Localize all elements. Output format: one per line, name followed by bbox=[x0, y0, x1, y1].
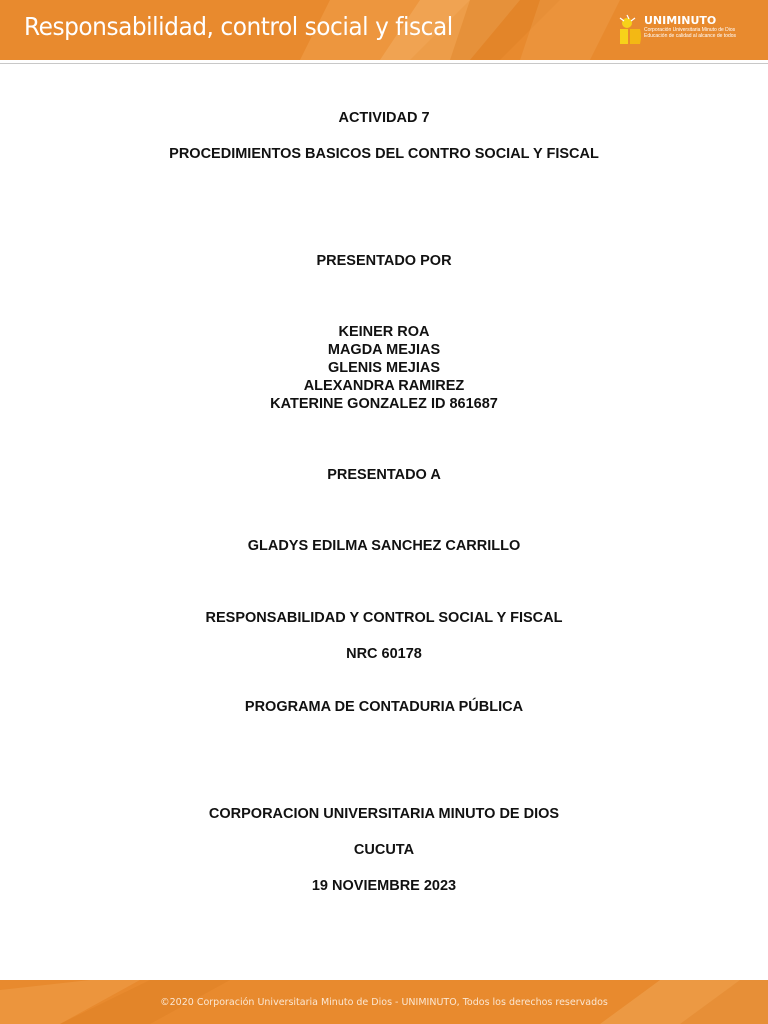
logo-subtitle-2: Educación de calidad al alcance de todos bbox=[644, 33, 737, 39]
footer-copyright: ©2020 Corporación Universitaria Minuto de Dios - UNIMINUTO, Todos los derechos reservados bbox=[160, 997, 608, 1008]
subject-title: PROCEDIMIENTOS BASICOS DEL CONTRO SOCIAL Y FISCAL bbox=[169, 146, 599, 162]
document-date: 19 NOVIEMBRE 2023 bbox=[311, 878, 457, 894]
author-name: GLENIS MEJIAS bbox=[328, 360, 440, 376]
author-name: KEINER ROA bbox=[338, 324, 430, 340]
logo-name: UNIMINUTO bbox=[644, 14, 717, 27]
header-title: Responsabilidad, control social y fiscal bbox=[24, 12, 453, 41]
city-name: CUCUTA bbox=[353, 842, 415, 858]
presented-by-label: PRESENTADO POR bbox=[316, 253, 452, 269]
nrc-code: NRC 60178 bbox=[346, 646, 422, 662]
author-name: KATERINE GONZALEZ ID 861687 bbox=[270, 396, 498, 412]
logo-subtitle-1: Corporación Universitaria Minuto de Dios bbox=[644, 27, 736, 33]
program-name: PROGRAMA DE CONTADURIA PÚBLICA bbox=[244, 699, 524, 715]
course-name: RESPONSABILIDAD Y CONTROL SOCIAL Y FISCAL bbox=[205, 610, 563, 626]
author-name: ALEXANDRA RAMIREZ bbox=[303, 378, 465, 394]
institution-name: CORPORACION UNIVERSITARIA MINUTO DE DIOS bbox=[208, 806, 560, 822]
presented-to-label: PRESENTADO A bbox=[327, 467, 441, 483]
activity-title: ACTIVIDAD 7 bbox=[338, 110, 430, 126]
page-header bbox=[0, 0, 768, 60]
uniminuto-logo-icon bbox=[617, 13, 643, 47]
teacher-name: GLADYS EDILMA SANCHEZ CARRILLO bbox=[247, 538, 521, 554]
header-divider bbox=[0, 63, 768, 64]
page-footer bbox=[0, 980, 768, 1024]
uniminuto-logo bbox=[617, 13, 747, 47]
author-name: MAGDA MEJIAS bbox=[327, 342, 441, 358]
